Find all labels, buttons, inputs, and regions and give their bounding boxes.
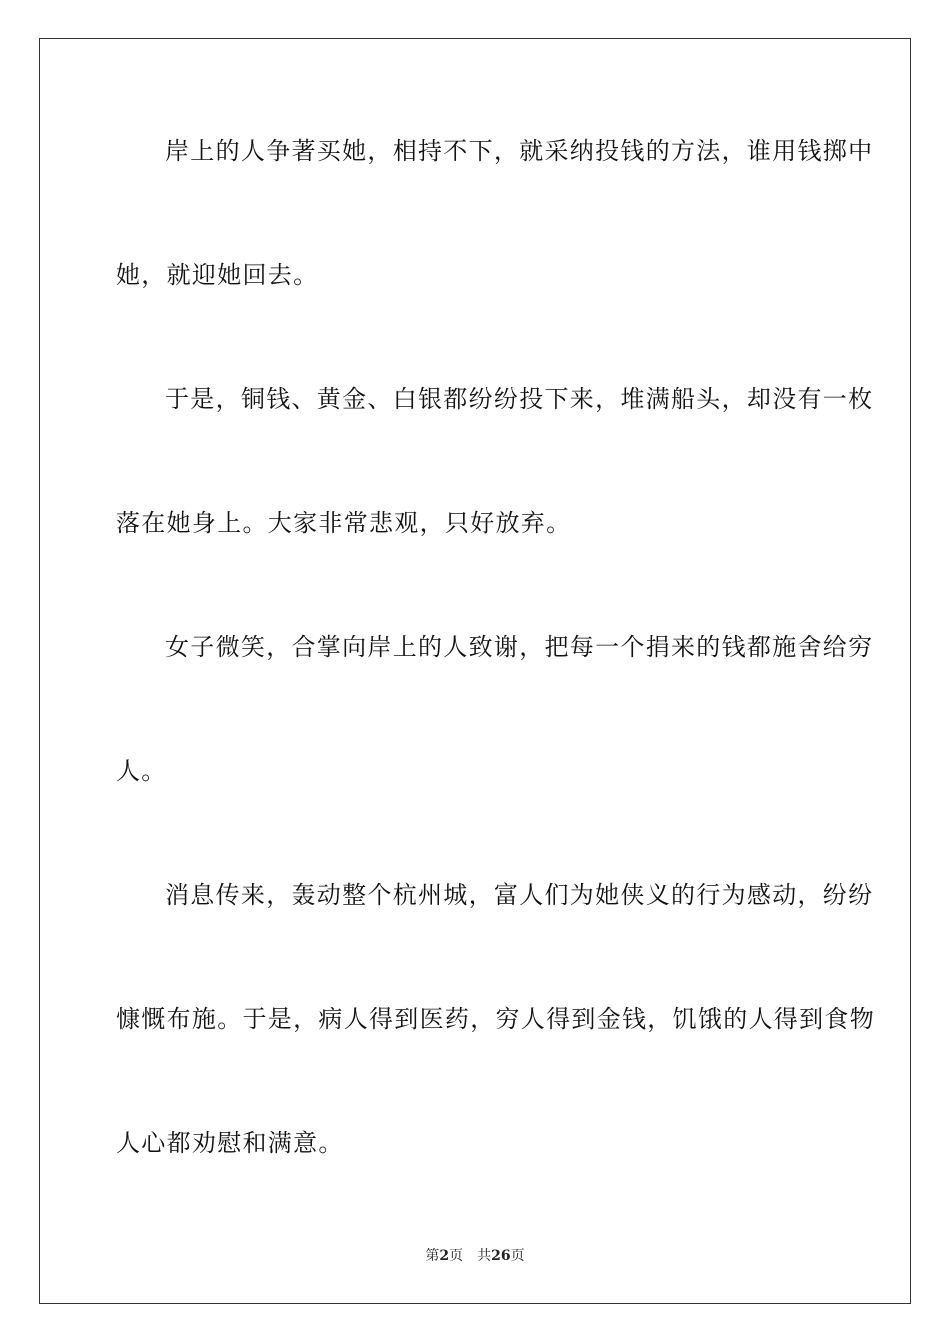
paragraph-1-line-2: 她，就迎她回去。 [116,261,319,289]
total-suffix: 页 [510,1248,525,1264]
paragraph-3-line-1: 女子微笑，合掌向岸上的人致谢，把每一个捐来的钱都施舍给穷 [165,633,874,661]
paragraph-2-line-1: 于是，铜钱、黄金、白银都纷纷投下来，堆满船头，却没有一枚 [165,385,874,413]
page-footer [0,1247,950,1265]
page-number: 2 [439,1248,450,1264]
paragraph-4-line-2: 慷慨布施。于是，病人得到医药，穷人得到金钱，饥饿的人得到食物 [116,1005,875,1033]
page-border [39,38,911,1304]
page-prefix: 第 [425,1248,440,1264]
paragraph-2-line-2: 落在她身上。大家非常悲观，只好放弃。 [116,509,572,537]
total-prefix: 共 [477,1248,492,1264]
total-pages: 26 [491,1248,511,1264]
paragraph-1-line-1: 岸上的人争著买她，相持不下，就采纳投钱的方法，谁用钱掷中 [165,137,874,165]
paragraph-4-line-1: 消息传来，轰动整个杭州城，富人们为她侠义的行为感动，纷纷 [165,881,874,909]
paragraph-4-line-3: 人心都劝慰和满意。 [116,1129,344,1157]
paragraph-3-line-2: 人。 [116,757,167,785]
page-suffix: 页 [449,1248,464,1264]
